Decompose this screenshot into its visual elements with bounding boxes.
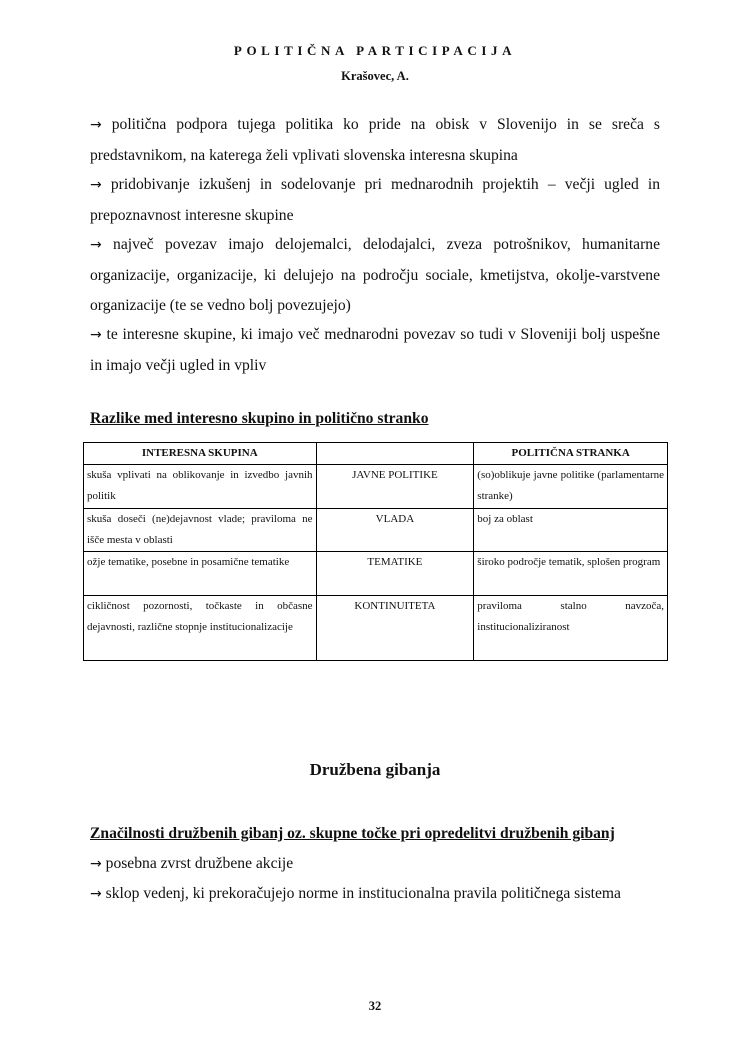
table-cell: cikličnost pozornosti, točkaste in občasne dejavnosti, različne stopnje institucionalizacije xyxy=(84,596,317,661)
table-heading: Razlike med interesno skupino in politično stranko xyxy=(90,410,429,427)
section-body xyxy=(90,819,660,910)
table-row xyxy=(84,465,668,509)
table-cell: (so)oblikuje javne politike (parlamentarne stranke) xyxy=(474,465,668,509)
list-item: → posebna zvrst družbene akcije xyxy=(90,854,294,872)
column-header: POLITIČNA STRANKA xyxy=(474,443,668,465)
column-header: INTERESNA SKUPINA xyxy=(84,443,317,465)
table-row xyxy=(84,509,668,552)
arrow-icon: → xyxy=(90,855,102,872)
table-row xyxy=(84,552,668,596)
table-cell: boj za oblast xyxy=(474,509,668,552)
table-cell: skuša doseči (ne)dejavnost vlade; praviloma ne išče mesta v oblasti xyxy=(84,509,317,552)
comparison-table xyxy=(83,442,668,661)
table-cell: JAVNE POLITIKE xyxy=(316,465,474,509)
table-cell: praviloma stalno navzoča, institucionaliziranost xyxy=(474,596,668,661)
intro-list xyxy=(90,110,660,380)
table-cell: VLADA xyxy=(316,509,474,552)
list-item: → politična podpora tujega politika ko pride na obisk v Slovenijo in se sreča s predstavnikom, na katerega želi vplivati slovenska interesna skupina xyxy=(90,116,660,164)
list-item: → največ povezav imajo delojemalci, delodajalci, zveza potrošnikov, humanitarne organizacije, organizacije, ki delujejo na področju sociale, kmetijstva, okolje-varstvene organizacije (te se vedno bolj povezujejo) xyxy=(90,236,660,314)
author: Krašovec, A. xyxy=(341,69,409,83)
list-item: → pridobivanje izkušenj in sodelovanje pri mednarodnih projektih – večji ugled in prepoznavnost interesne skupine xyxy=(90,176,660,224)
arrow-icon: → xyxy=(90,117,102,133)
table-header-row xyxy=(84,443,668,465)
arrow-icon: → xyxy=(90,177,102,194)
running-title: POLITIČNA PARTICIPACIJA xyxy=(233,43,517,58)
list-item: → te interesne skupine, ki imajo več mednarodni povezav so tudi v Sloveniji bolj uspešne in imajo večji ugled in vpliv xyxy=(90,326,661,374)
table-cell: široko področje tematik, splošen program xyxy=(474,552,668,596)
column-header xyxy=(316,443,474,465)
arrow-icon: → xyxy=(90,237,102,254)
arrow-icon: → xyxy=(90,886,102,903)
table-cell: TEMATIKE xyxy=(316,552,474,596)
table-row xyxy=(84,596,668,661)
table-cell: KONTINUITETA xyxy=(316,596,474,661)
list-item: → sklop vedenj, ki prekoračujejo norme in institucionalna pravila političnega sistema xyxy=(90,885,621,903)
page-number: 32 xyxy=(368,999,382,1013)
table-cell: ožje tematike, posebne in posamične tematike xyxy=(84,552,317,596)
arrow-icon: → xyxy=(90,327,102,344)
table-cell: skuša vplivati na oblikovanje in izvedbo javnih politik xyxy=(84,465,317,509)
section-subheading: Značilnosti družbenih gibanj oz. skupne točke pri opredelitvi družbenih gibanj xyxy=(90,825,615,842)
section-title: Družbena gibanja xyxy=(309,760,441,779)
